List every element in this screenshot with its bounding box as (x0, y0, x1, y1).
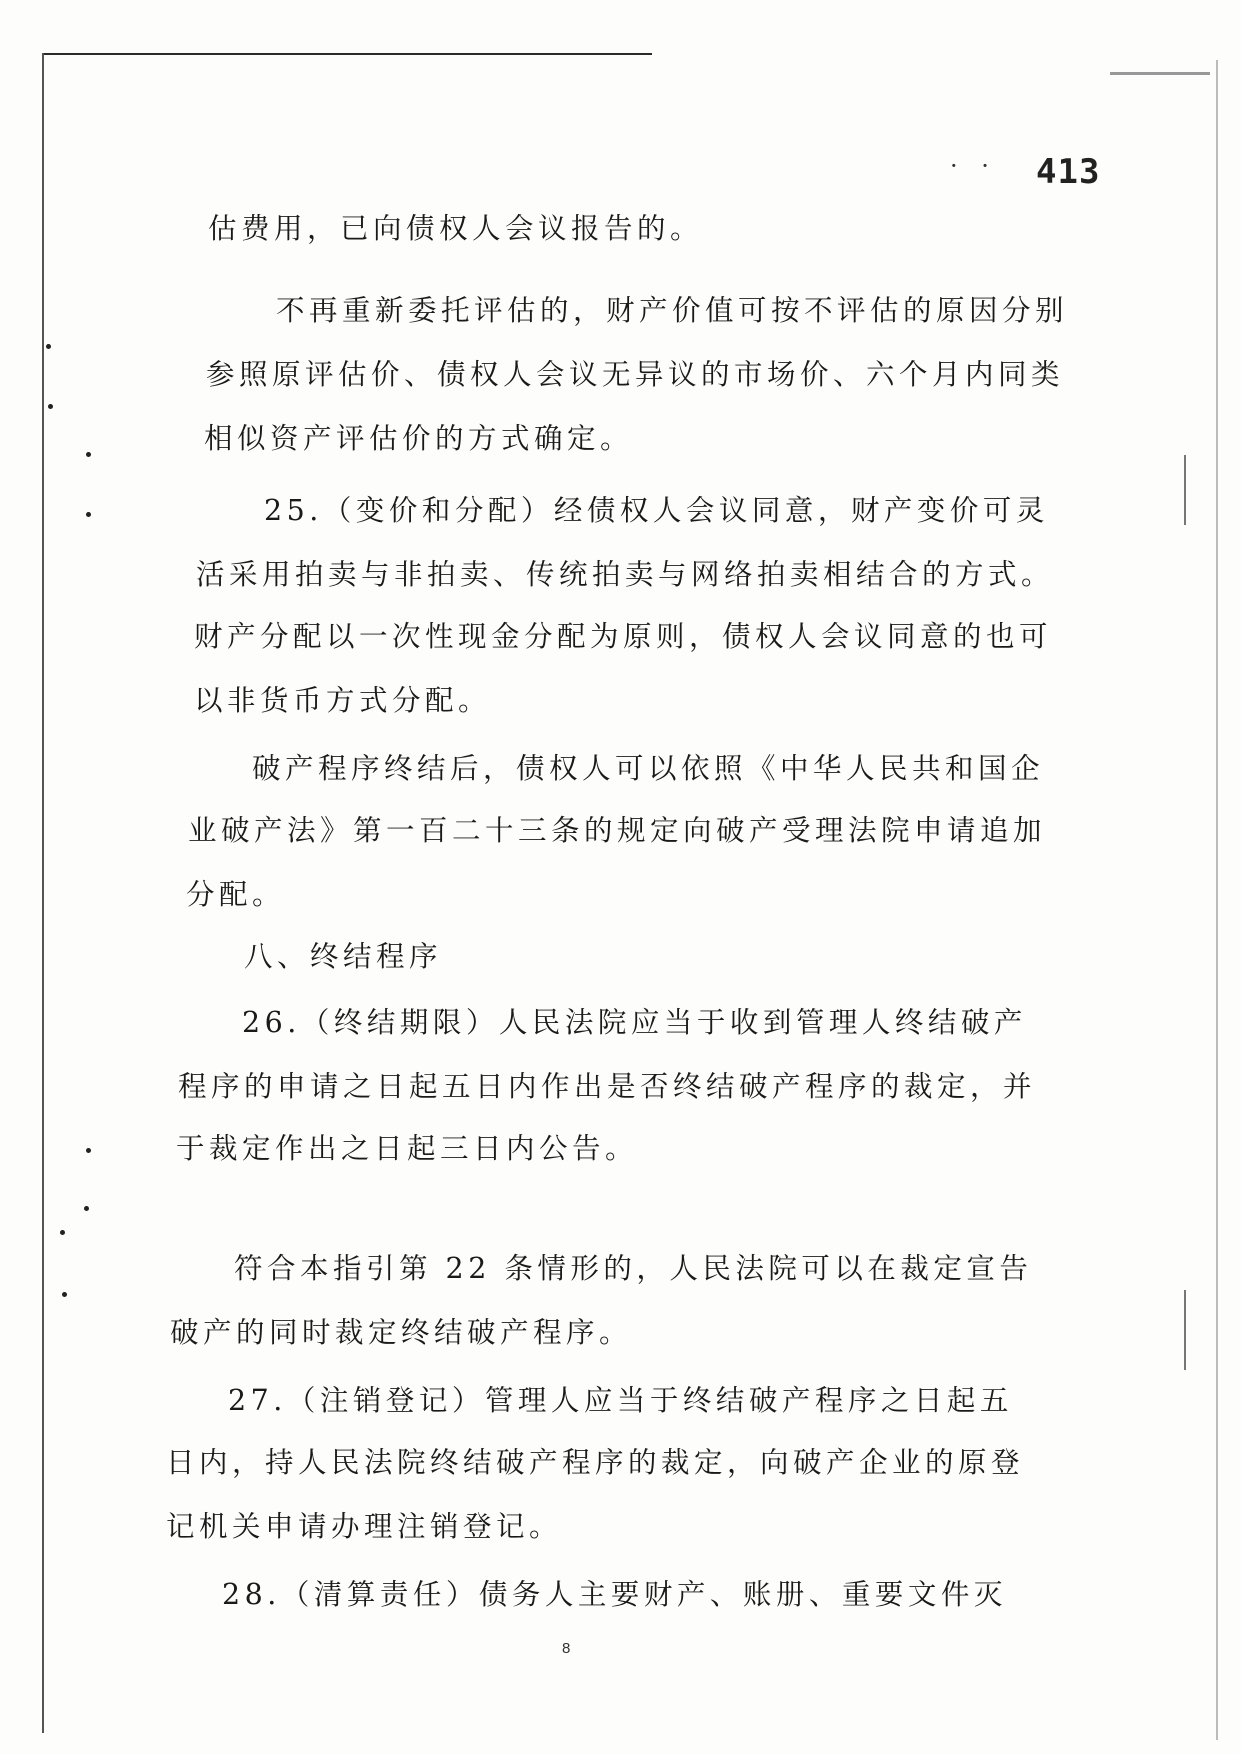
scan-border-left (42, 53, 44, 1733)
text-line: 程序的申请之日起五日内作出是否终结破产程序的裁定，并 (178, 1070, 1037, 1103)
scan-speck (46, 344, 51, 349)
scan-speck (48, 404, 53, 409)
text-line: 业破产法》第一百二十三条的规定向破产受理法院申请追加 (188, 814, 1047, 847)
page-number: 8 (562, 1640, 571, 1657)
scan-speck (86, 452, 91, 457)
text-line: 记机关申请办理注销登记。 (166, 1510, 563, 1543)
text-line: 符合本指引第 22 条情形的，人民法院可以在裁定宣告 (234, 1252, 1033, 1285)
text-line: 27.（注销登记）管理人应当于终结破产程序之日起五 (228, 1384, 1013, 1417)
text-line: 破产程序终结后，债权人可以依照《中华人民共和国企 (252, 752, 1045, 785)
text-line: 25.（变价和分配）经债权人会议同意，财产变价可灵 (264, 494, 1049, 527)
scan-speck (84, 1206, 89, 1211)
text-line: 财产分配以一次性现金分配为原则，债权人会议同意的也可 (194, 620, 1053, 653)
scan-speck (86, 1148, 91, 1153)
text-line: 活采用拍卖与非拍卖、传统拍卖与网络拍卖相结合的方式。 (196, 558, 1055, 591)
text-line: 于裁定作出之日起三日内公告。 (176, 1132, 639, 1165)
text-line: 26.（终结期限）人民法院应当于收到管理人终结破产 (242, 1006, 1027, 1039)
text-line: 参照原评估价、债权人会议无异议的市场价、六个月内同类 (206, 358, 1065, 391)
text-line: 相似资产评估价的方式确定。 (204, 422, 634, 455)
stamped-page-number: 413 (1036, 152, 1101, 192)
scan-speck (86, 512, 91, 517)
scan-speck (60, 1230, 65, 1235)
stamp-dots: · · (950, 152, 997, 180)
scan-edge-mark (1184, 1290, 1186, 1370)
scan-edge-mark (1184, 455, 1186, 525)
scan-border-top-right (1110, 72, 1210, 75)
text-line: 28.（清算责任）债务人主要财产、账册、重要文件灭 (222, 1578, 1007, 1611)
text-line: 破产的同时裁定终结破产程序。 (170, 1316, 633, 1349)
scan-border-top (42, 53, 652, 55)
text-line: 以非货币方式分配。 (194, 684, 492, 717)
text-line: 分配。 (186, 878, 286, 911)
text-line: 不再重新委托评估的，财产价值可按不评估的原因分别 (276, 294, 1069, 327)
scan-border-right (1216, 60, 1218, 1740)
text-line: 日内，持人民法院终结破产程序的裁定，向破产企业的原登 (166, 1446, 1025, 1479)
scan-speck (62, 1292, 67, 1297)
section-heading: 八、终结程序 (244, 940, 443, 973)
text-line: 估费用，已向债权人会议报告的。 (208, 212, 704, 245)
